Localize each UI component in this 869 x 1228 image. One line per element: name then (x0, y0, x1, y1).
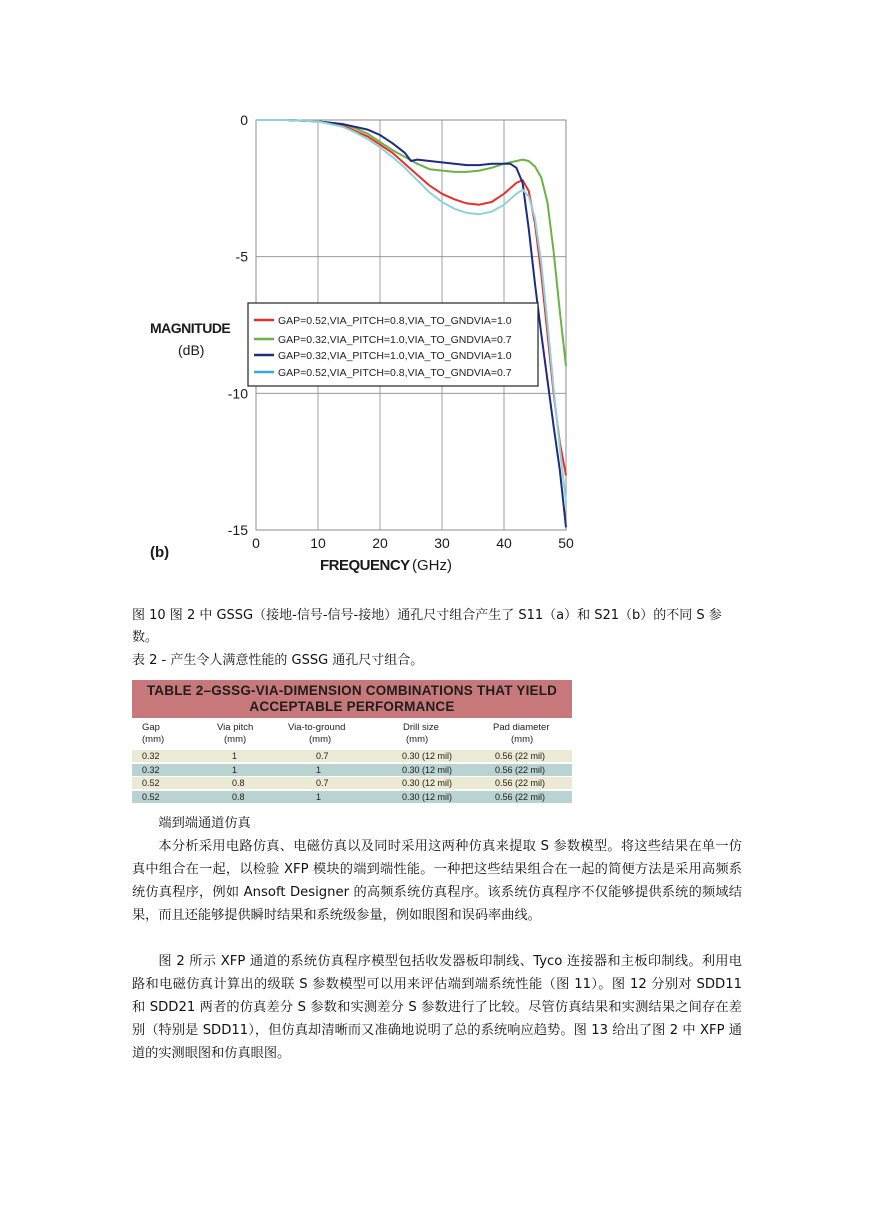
table-title-line1: TABLE 2–GSSG-VIA-DIMENSION COMBINATIONS THAT YIELD (146, 683, 558, 698)
table-2 (132, 680, 572, 805)
paragraph-2: 图 2 所示 XFP 通道的系统仿真程序模型包括收发器板印制线、Tyco 连接器和主板印制线。利用电路和电磁仿真计算出的级联 S 参数模型可以用来评估端到端系统性能（图 11）。图 12 分别对 SDD11 和 SDD21 两者的仿真差分 S 参数和实测差分 S 参数进行了比较。尽管仿真结果和实测结果之间存在差别（特别是 SDD11），但仿真却清晰而又准确地说明了总的系统响应趋势。图 13 给出了图 2 中 XFP 通道的实测眼图和仿真眼图。 (132, 954, 742, 1061)
y-axis-unit: (dB) (178, 342, 205, 358)
table-cell: 0.30 (12 mil) (402, 764, 453, 775)
table-cell: 0.7 (316, 751, 329, 761)
table-cell: 0.32 (142, 764, 160, 775)
legend-label-2: GAP=0.32,VIA_PITCH=1.0,VIA_TO_GNDVIA=0.7 (278, 334, 512, 346)
table-cell: 0.30 (12 mil) (402, 778, 453, 788)
table-cell: 0.56 (22 mil) (495, 764, 546, 775)
y-tick-label-0: 0 (240, 112, 248, 128)
legend-label-1: GAP=0.52,VIA_PITCH=0.8,VIA_TO_GNDVIA=1.0 (278, 315, 512, 327)
x-axis-label: FREQUENCY (320, 557, 410, 574)
table-row (132, 750, 572, 762)
table-cell: 0.8 (232, 778, 245, 788)
table-title-line2: ACCEPTABLE PERFORMANCE (249, 699, 455, 714)
y-tick-labels (228, 112, 248, 538)
legend-label-3: GAP=0.32,VIA_PITCH=1.0,VIA_TO_GNDVIA=1.0 (278, 350, 512, 362)
header-via-pitch-unit: (mm) (224, 734, 247, 745)
header-via-pitch: Via pitch (217, 722, 254, 733)
table-banner (132, 680, 572, 718)
x-tick-label-0: 0 (252, 535, 260, 551)
table-row (132, 791, 572, 803)
paragraph-1: 本分析采用电路仿真、电磁仿真以及同时采用这两种仿真来提取 S 参数模型。将这些结果在单一仿真中组合在一起，以检验 XFP 模块的端到端性能。一种把这些结果组合在一起的简便方法是采用高频系统仿真程序，例如 Ansoft Designer 的高频系统仿真程序。该系统仿真程序不仅能够提供系统的频域结果，而且还能够提供瞬时结果和系统级参量，例如眼图和误码率曲线。 (132, 839, 742, 923)
header-via-to-ground: Via-to-ground (288, 722, 346, 733)
header-pad-diameter-unit: (mm) (511, 734, 534, 745)
table-caption: 表 2 - 产生令人满意性能的 GSSG 通孔尺寸组合。 (132, 653, 424, 668)
figure-caption: 图 10 图 2 中 GSSG（接地-信号-信号-接地）通孔尺寸组合产生了 S11（a）和 S21（b）的不同 S 参数。 (132, 608, 722, 645)
x-tick-label-4: 40 (496, 535, 512, 551)
x-tick-labels (252, 535, 574, 551)
table-cell: 1 (232, 751, 238, 761)
y-tick-label-2: -10 (227, 385, 248, 402)
table-cell: 1 (232, 764, 238, 775)
header-gap: Gap (142, 722, 160, 733)
header-via-to-ground-unit: (mm) (309, 734, 332, 745)
header-drill-size: Drill size (403, 722, 439, 733)
x-tick-label-2: 20 (372, 535, 388, 551)
table-cell: 1 (316, 764, 322, 775)
y-tick-label-3: -15 (227, 522, 248, 538)
x-tick-label-3: 30 (434, 535, 450, 551)
table-cell: 0.56 (22 mil) (495, 751, 546, 761)
s21-magnitude-chart (140, 105, 590, 585)
y-tick-label-1: -5 (235, 248, 248, 265)
x-tick-label-1: 10 (310, 535, 326, 551)
x-tick-label-5: 50 (558, 535, 574, 551)
table-header (132, 720, 572, 750)
table-cell: 0.30 (12 mil) (402, 791, 453, 802)
table-cell: 1 (316, 791, 322, 802)
header-drill-size-unit: (mm) (406, 734, 429, 745)
table-row (132, 777, 572, 789)
section-heading: 端到端通道仿真 (158, 816, 251, 831)
table-cell: 0.30 (12 mil) (402, 751, 453, 761)
legend (248, 303, 538, 386)
header-gap-unit: (mm) (142, 734, 165, 745)
legend-label-4: GAP=0.52,VIA_PITCH=0.8,VIA_TO_GNDVIA=0.7 (278, 367, 512, 379)
table-cell: 0.56 (22 mil) (495, 778, 546, 788)
table-cell: 0.7 (316, 778, 329, 788)
table-cell: 0.32 (142, 751, 160, 761)
table-cell: 0.52 (142, 778, 160, 788)
table-cell: 0.52 (142, 791, 160, 802)
header-pad-diameter: Pad diameter (493, 722, 550, 733)
x-axis-unit: (GHz) (412, 557, 452, 574)
panel-label: (b) (150, 544, 170, 561)
table-cell: 0.56 (22 mil) (495, 791, 546, 802)
y-axis-label: MAGNITUDE (150, 320, 231, 336)
table-row (132, 764, 572, 776)
table-cell: 0.8 (232, 791, 245, 802)
